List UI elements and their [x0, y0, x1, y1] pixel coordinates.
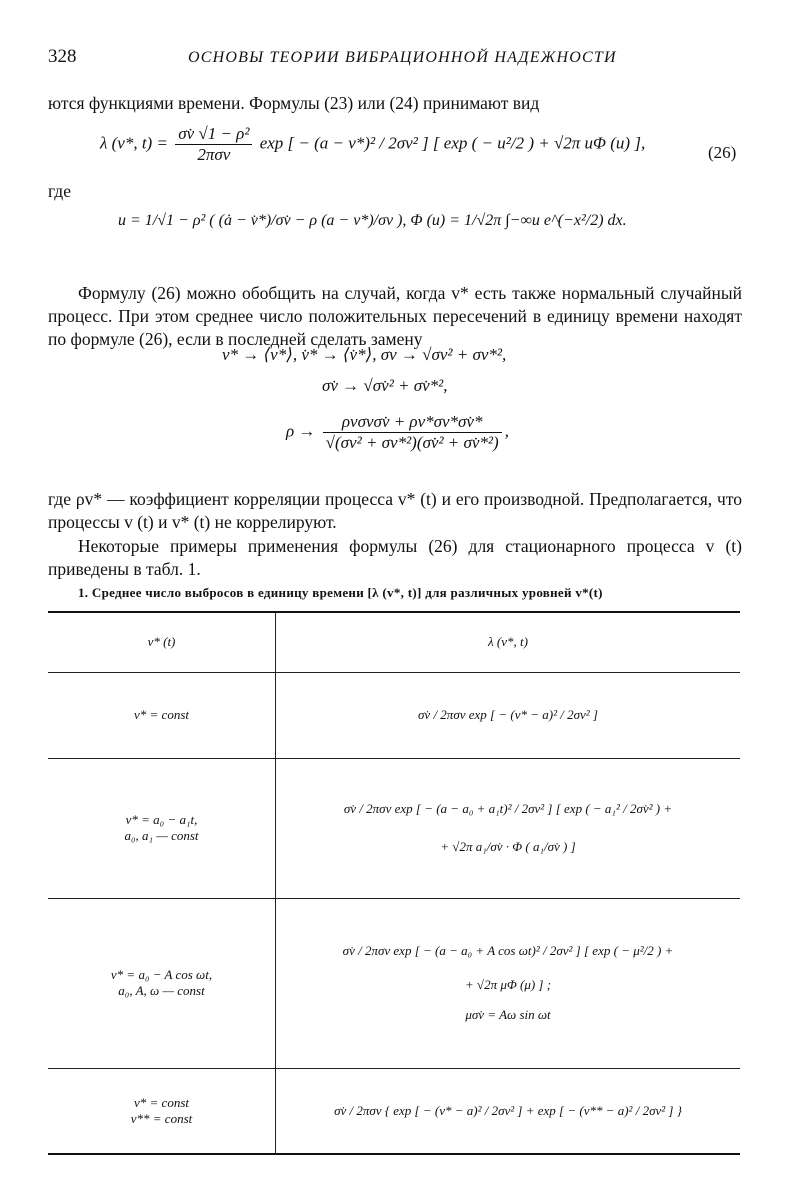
paragraph-correlation: где ρv* — коэффициент корреляции процесса v* (t) и его производной. Предполагается, что процессы v (t) и v* (t) не коррелируют. [48, 489, 742, 532]
row3-formula [276, 898, 741, 1068]
row4-level [48, 1068, 276, 1154]
col-header-lambda: λ (v*, t) [276, 612, 741, 672]
row4-formula [276, 1068, 741, 1154]
rho-arrow: ρ → [286, 421, 316, 441]
equation-number-26: (26) [708, 143, 737, 162]
row3-level-line-2: a₀, A, ω — const [118, 983, 205, 998]
rho-denominator: √(σv² + σv*²)(σv̇² + σv̇*²) [325, 433, 499, 452]
row3-level-line-1: v* = a₀ − A cos ωt, [110, 967, 213, 982]
table-row [48, 672, 740, 758]
paragraph-examples: Некоторые примеры применения формулы (26) для стационарного процесса v (t) приведены в табл. 1. [48, 536, 742, 579]
row2-formula-line-1: σv̇ / 2πσv exp [ − (a − a₀ + a₁t)² / 2σv² ] [ exp ( − a₁² / 2σv̇² ) + [343, 801, 673, 816]
running-title: ОСНОВЫ ТЕОРИИ ВИБРАЦИОННОЙ НАДЕЖНОСТИ [188, 49, 617, 66]
row2-formula [276, 758, 741, 898]
table-header-row [48, 612, 740, 672]
substitution-line-1: v* → ⟨v*⟩, v̇* → ⟨v̇*⟩, σv → √σv² + σv*², [222, 345, 507, 364]
eq26-fraction-numerator: σv̇ √1 − ρ² [175, 124, 252, 145]
substitution-line-3: ρ → $\frac{\text{ρvσvσv̇ + ρv*σv*σv̇*}}{\text{√(σv² + σv*²)(σv̇² + σv̇*²)}}$ , [286, 412, 509, 452]
page-header [48, 46, 735, 74]
row4-level-line-1: v* = const [134, 1094, 189, 1110]
paragraph-intro: ются функциями времени. Формулы (23) или (24) принимают вид [48, 93, 540, 113]
equation-u-phi: u = 1/√1 − ρ² ( (ȧ − v̇*)/σv̇ − ρ (a − v*)/σv ), Φ (u) = 1/√2π ∫−∞u e^(−x²/2) dx. [118, 212, 627, 229]
eq26-exp-term: exp [ − (a − v*)² / 2σv² ] [259, 133, 429, 153]
row3-formula-line-3: μσv̇ = Aω sin ωt [465, 1007, 551, 1022]
rho-numerator: ρvσvσv̇ + ρv*σv*σv̇* [323, 412, 502, 433]
row2-formula-line-2: + √2π a₁/σv̇ · Φ ( a₁/σv̇ ) ] [440, 839, 576, 854]
equation-26 [100, 124, 645, 165]
paragraph-generalization: Формулу (26) можно обобщить на случай, когда v* есть также нормальный случайный процесс. При этом среднее число положительных пересечений в единицу времени находят по формуле (26), если в последней сделать замену [48, 283, 742, 349]
col-header-level: v* (t) [48, 612, 276, 672]
table-caption: 1. Среднее число выбросов в единицу времени [λ (v*, t)] для различных уровней v*(t) [78, 585, 603, 600]
row1-level-line-1: v* = const [134, 707, 189, 722]
row4-level-line-2: v** = const [130, 1110, 193, 1126]
row3-formula-line-1: σv̇ / 2πσv exp [ − (a − a₀ + A cos ωt)² / 2σv² ] [ exp ( − μ²/2 ) + [342, 943, 674, 958]
row2-level-line-1: v* = a₀ − a₁t, [125, 812, 198, 827]
where-label: где [48, 181, 71, 201]
row3-formula-line-2: + √2π μΦ (μ) ] ; [464, 977, 552, 992]
row1-formula-line-1: σv̇ / 2πσv exp [ − (v* − a)² / 2σv² ] [418, 707, 598, 722]
eq26-bracket-term: [ exp ( − u²/2 ) + √2π uΦ (u) ], [432, 133, 646, 153]
row2-level [48, 758, 276, 898]
eq26-fraction-denominator: 2πσv [197, 145, 231, 164]
substitution-line-2: σv̇ → √σv̇² + σv̇*², [322, 376, 448, 395]
row1-formula [276, 672, 741, 758]
table-row [48, 1068, 740, 1154]
table-row [48, 898, 740, 1068]
outcrossing-table [48, 611, 740, 1155]
page-number: 328 [48, 46, 77, 67]
row3-level [48, 898, 276, 1068]
row4-formula-line-1: σv̇ / 2πσv { exp [ − (v* − a)² / 2σv² ] + exp [ − (v** − a)² / 2σv² ] } [334, 1102, 682, 1118]
row2-level-line-2: a₀, a₁ — const [124, 828, 199, 843]
eq26-lhs: λ (v*, t) = [100, 133, 168, 153]
row1-level [48, 672, 276, 758]
table-row [48, 758, 740, 898]
